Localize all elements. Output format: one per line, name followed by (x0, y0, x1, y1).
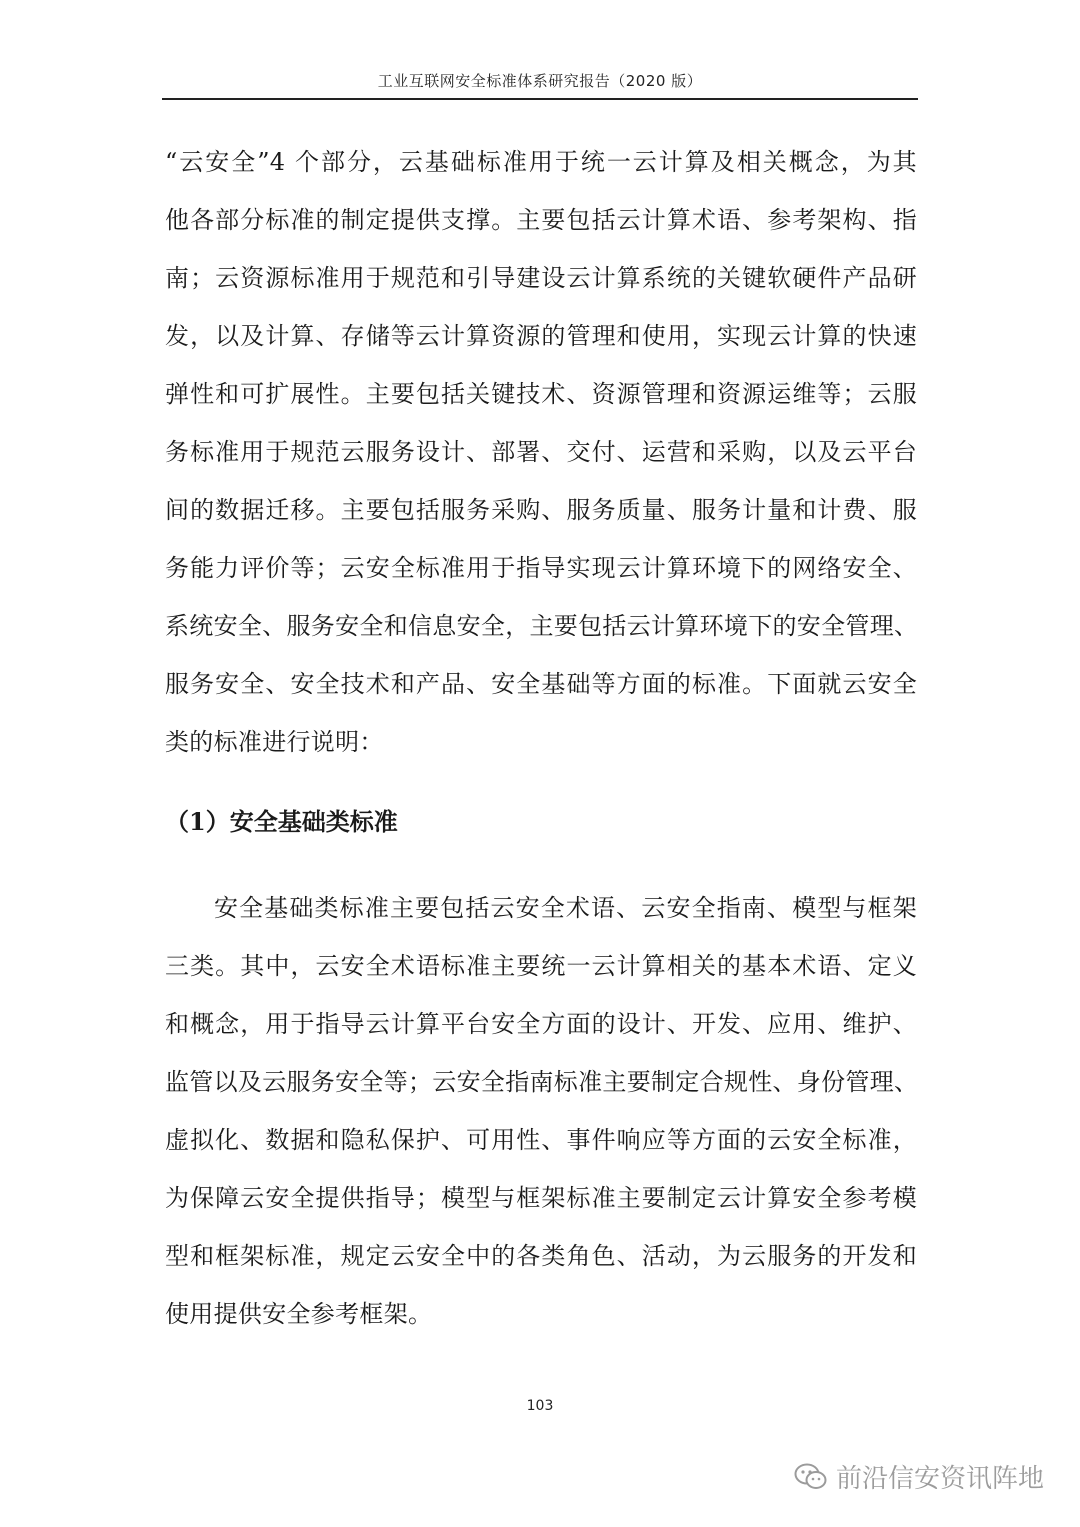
paragraph-2 (165, 884, 917, 1348)
text-line: “云安全”4 个部分，云基础标准用于统一云计算及相关概念，为其 (165, 148, 917, 176)
text-line: 为保障云安全提供指导；模型与框架标准主要制定云计算安全参考模 (165, 1184, 917, 1212)
header-divider (162, 98, 918, 100)
text-line: 和概念，用于指导云计算平台安全方面的设计、开发、应用、维护、 (165, 1010, 917, 1038)
text-line: 类的标准进行说明： (165, 728, 384, 756)
text-line: 他各部分标准的制定提供支撑。主要包括云计算术语、参考架构、指 (165, 206, 917, 234)
text-line: 服务安全、安全技术和产品、安全基础等方面的标准。下面就云安全 (165, 670, 917, 698)
text-line: 间的数据迁移。主要包括服务采购、服务质量、服务计量和计费、服 (165, 496, 917, 524)
page-number: 103 (526, 1398, 554, 1414)
text-line: 三类。其中，云安全术语标准主要统一云计算相关的基本术语、定义 (165, 952, 917, 980)
text-line: 南；云资源标准用于规范和引导建设云计算系统的关键软硬件产品研 (165, 264, 917, 292)
page-body (165, 138, 917, 1348)
text-line: 使用提供安全参考框架。 (165, 1300, 433, 1328)
text-line: 型和框架标准，规定云安全中的各类角色、活动，为云服务的开发和 (165, 1242, 917, 1270)
running-header: 工业互联网安全标准体系研究报告（2020 版） (377, 72, 703, 90)
text-line: 发，以及计算、存储等云计算资源的管理和使用，实现云计算的快速 (165, 322, 917, 350)
text-line: 安全基础类标准主要包括云安全术语、云安全指南、模型与框架 (214, 894, 917, 922)
text-line: 虚拟化、数据和隐私保护、可用性、事件响应等方面的云安全标准， (165, 1126, 917, 1154)
watermark (794, 1458, 1044, 1495)
text-line: 务标准用于规范云服务设计、部署、交付、运营和采购，以及云平台 (165, 438, 917, 466)
text-line: 弹性和可扩展性。主要包括关键技术、资源管理和资源运维等；云服 (165, 380, 917, 408)
text-line: 监管以及云服务安全等；云安全指南标准主要制定合规性、身份管理、 (165, 1068, 919, 1096)
text-line: 务能力评价等；云安全标准用于指导实现云计算环境下的网络安全、 (165, 554, 917, 582)
section-heading: （1）安全基础类标准 (165, 807, 398, 836)
watermark-text: 前沿信安资讯阵地 (835, 1464, 1044, 1494)
text-line: 系统安全、服务安全和信息安全，主要包括云计算环境下的安全管理、 (165, 612, 919, 640)
paragraph-1 (165, 138, 917, 776)
wechat-icon (794, 1462, 828, 1492)
